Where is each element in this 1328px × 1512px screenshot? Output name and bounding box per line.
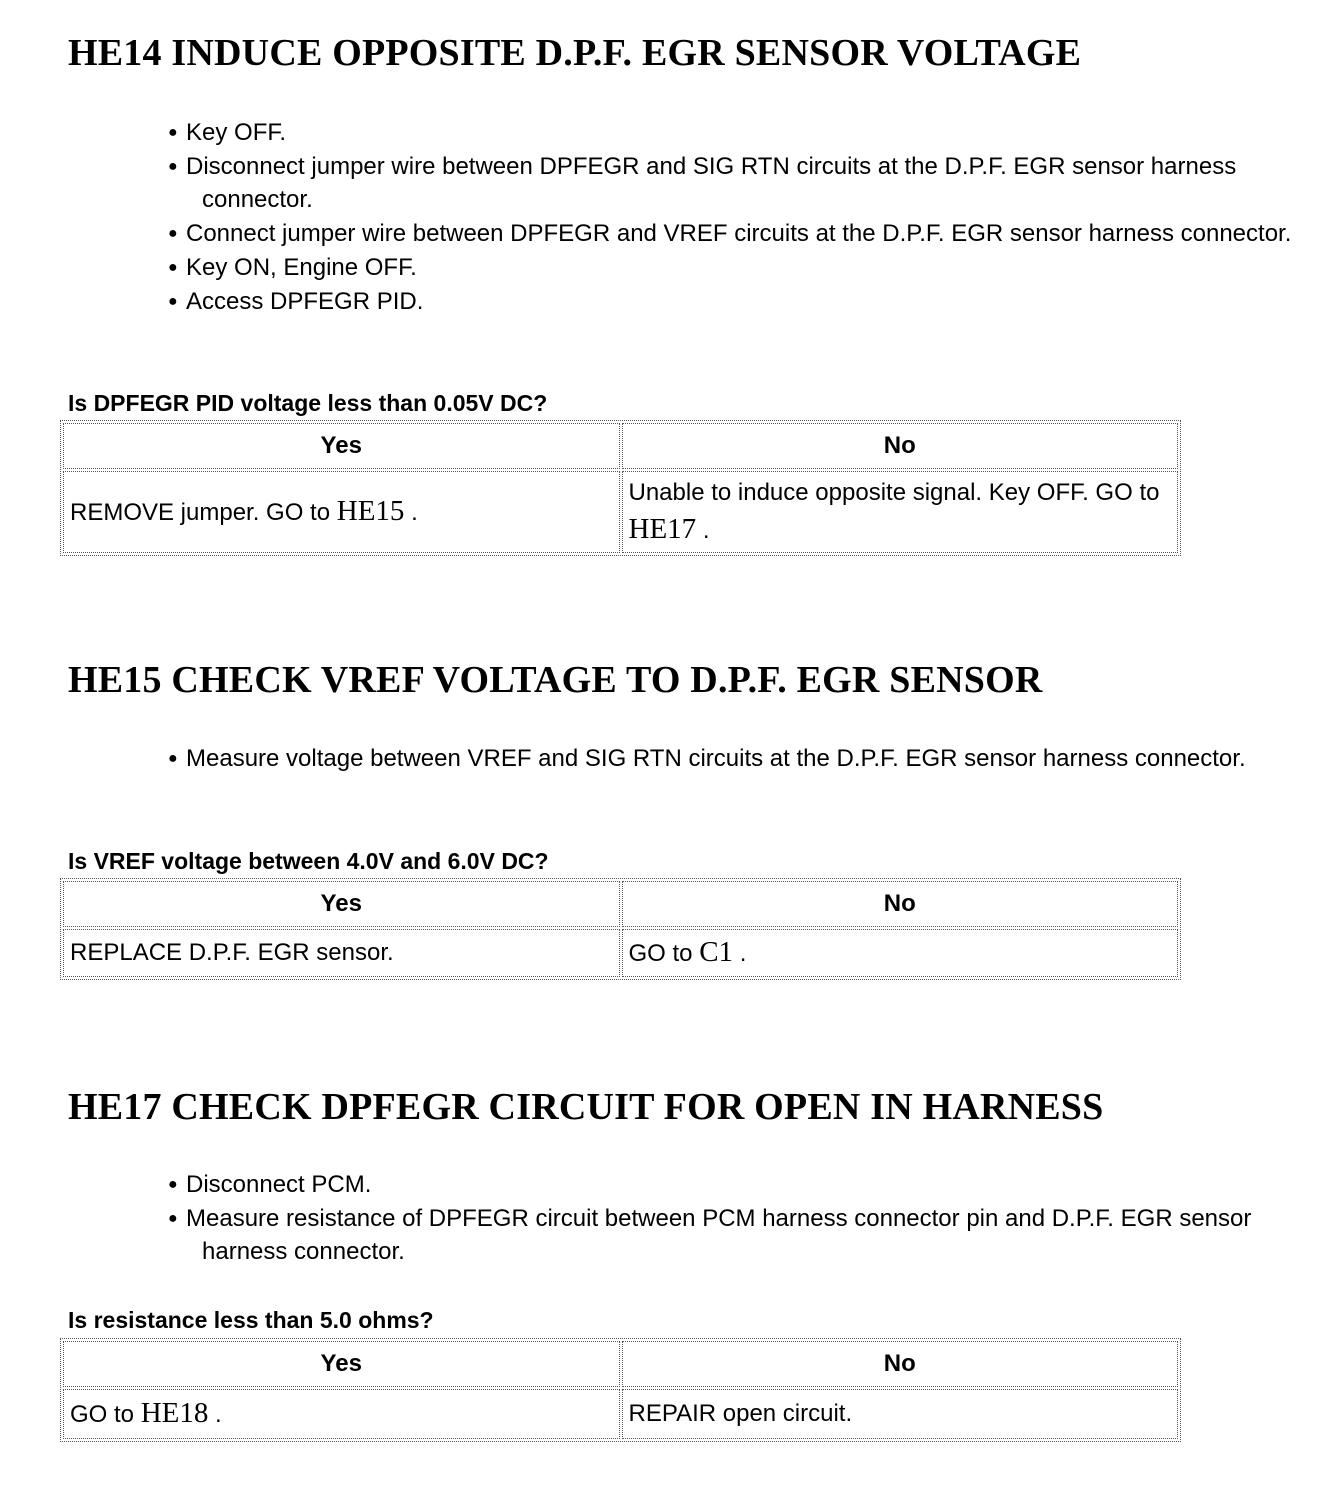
step-item: ● Disconnect PCM. (150, 1168, 1300, 1201)
link-he15[interactable]: HE15 (336, 495, 405, 527)
bullet-icon: ● (168, 225, 178, 242)
link-he18[interactable]: HE18 (140, 1397, 209, 1429)
yes-no-table (60, 878, 1181, 980)
step-item: ● Measure voltage between VREF and SIG RTN circuits at the D.P.F. EGR sensor harness connector. (150, 742, 1300, 775)
link-c1[interactable]: C1 (699, 936, 734, 968)
yes-no-table (60, 1338, 1181, 1442)
bullet-icon: ● (168, 750, 178, 767)
no-header: No (622, 881, 1179, 927)
step-list (150, 116, 1300, 319)
yes-action: REMOVE jumper. GO to HE15 . (63, 471, 620, 553)
yes-header: Yes (63, 1341, 620, 1387)
bullet-icon: ● (168, 1210, 178, 1227)
step-item: ● Connect jumper wire between DPFEGR and VREF circuits at the D.P.F. EGR sensor harness connector. (150, 217, 1300, 250)
no-header: No (622, 1341, 1179, 1387)
no-action: REPAIR open circuit. (622, 1389, 1179, 1439)
step-item: ● Key ON, Engine OFF. (150, 251, 1300, 284)
yes-header: Yes (63, 423, 620, 469)
step-item: ● Measure resistance of DPFEGR circuit between PCM harness connector pin and D.P.F. EGR sensor harness connector. (150, 1202, 1300, 1268)
step-item: ● Access DPFEGR PID. (150, 285, 1300, 318)
step-list (150, 742, 1300, 776)
section-title: HE15 CHECK VREF VOLTAGE TO D.P.F. EGR SENSOR (68, 659, 1043, 701)
yes-header: Yes (63, 881, 620, 927)
yes-no-table (60, 420, 1181, 556)
question: Is resistance less than 5.0 ohms? (68, 1307, 434, 1333)
bullet-icon: ● (168, 158, 178, 175)
no-header: No (622, 423, 1179, 469)
link-he17[interactable]: HE17 (628, 513, 697, 545)
no-action: Unable to induce opposite signal. Key OFF. GO to HE17 . (622, 471, 1179, 553)
question: Is VREF voltage between 4.0V and 6.0V DC? (68, 848, 549, 874)
step-item: ● Key OFF. (150, 116, 1300, 149)
bullet-icon: ● (168, 259, 178, 276)
step-list (150, 1168, 1300, 1269)
bullet-icon: ● (168, 1176, 178, 1193)
yes-action: GO to HE18 . (63, 1389, 620, 1439)
bullet-icon: ● (168, 293, 178, 310)
section-title: HE14 INDUCE OPPOSITE D.P.F. EGR SENSOR VOLTAGE (68, 32, 1082, 74)
step-item: ● Disconnect jumper wire between DPFEGR and SIG RTN circuits at the D.P.F. EGR sensor harness connector. (150, 150, 1300, 216)
yes-action: REPLACE D.P.F. EGR sensor. (63, 929, 620, 977)
bullet-icon: ● (168, 124, 178, 141)
no-action: GO to C1 . (622, 929, 1179, 977)
question: Is DPFEGR PID voltage less than 0.05V DC? (68, 390, 548, 416)
section-title: HE17 CHECK DPFEGR CIRCUIT FOR OPEN IN HARNESS (68, 1086, 1104, 1128)
